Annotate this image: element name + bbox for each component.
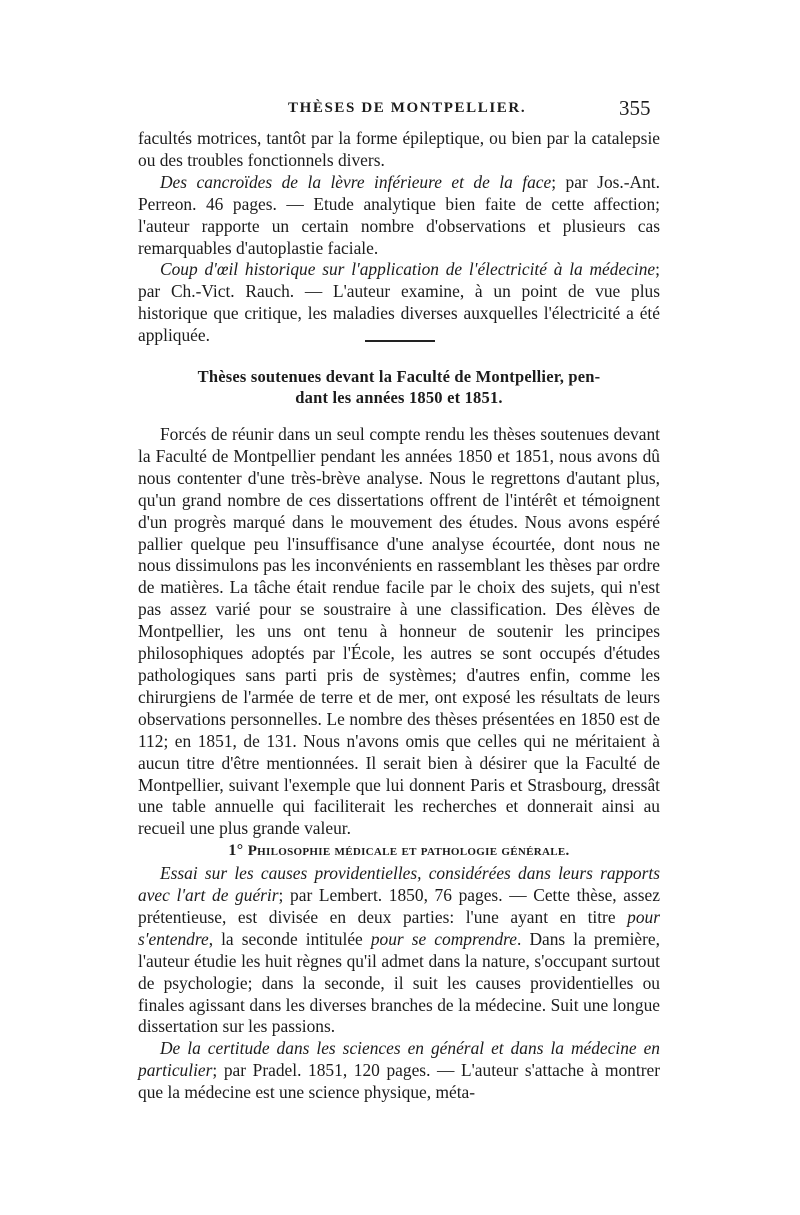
entry-title: Coup d'œil historique sur l'application de l'électricité à la médecine: [160, 259, 656, 280]
running-title: THÈSES DE MONTPELLIER.: [288, 100, 527, 116]
entry-cancroides: [138, 172, 660, 260]
subsection-title: Philosophie médicale et pathologie générale.: [247, 843, 570, 860]
entry-causes-providentielles: Essai sur les causes providentielles, considérées dans leurs rapports avec l'art de guérir; par Lembert. 1850, 76 pages. — Cette thèse, assez prétentieuse, est divisée en deux parties: l'une ayant en titre pour s'entendre, la seconde intitulée pour se comprendre. Dans la première, l'auteur étudie les huit règnes qu'il admet dans la nature, s'occupant surtout de psychologie; dans la seconde, il suit les causes providentielles ou finales agissant dans les diverses branches de la médecine. Suit une longue dissertation sur les passions.: [138, 863, 660, 1037]
section-heading-line: Thèses soutenues devant la Faculté de Montpellier, pen-: [197, 367, 601, 386]
intro-paragraph: Forcés de réunir dans un seul compte rendu les thèses soutenues devant la Faculté de Montpellier pendant les années 1850 et 1851, nous avons dû nous contenter d'une très-brève analyse. Nous le regrettons d'autant plus, qu'un grand nombre de ces dissertations offrent de l'intérêt et témoignent d'un progrès marqué dans le mouvement des études. Nous avons espéré pallier quelque peu l'insuffisance d'une analyse écourtée, dont nous ne nous dissimulons pas les inconvénients en rassemblant les thèses par ordre de matières. La tâche était rendue facile par le choix des sujets, qui n'est pas assez varié pour se soustraire à une classification. Des élèves de Montpellier, les uns ont tenu à honneur de soutenir les principes philosophiques adoptés par l'École, les autres se sont occupés d'études pathologiques sans parti pris de systèmes; d'autres enfin, comme les chirurgiens de l'armée de terre et de mer, ont exposé les résultats de leurs observations personnelles. Le nombre des thèses présentées en 1850 est de 112; en 1851, de 131. Nous n'avons omis que celles qui ne méritaient à aucun titre d'être mentionnées. Il serait bien à désirer que la Faculté de Montpellier, suivant l'exemple que lui donnent Paris et Strasbourg, dressât une table annuelle qui faciliterait les recherches et donnerait ainsi au recueil une plus grande valeur.: [138, 424, 660, 839]
section-heading: [138, 366, 660, 408]
subsection-heading: [138, 840, 660, 863]
page-number: 355: [619, 96, 651, 120]
entry-body: ; par Pradel. 1851, 120 pages. — L'auteur s'attache à montrer que la médecine est une science physique, méta-: [138, 1060, 660, 1103]
page-header: [0, 96, 800, 120]
subsection-number: 1°: [228, 842, 244, 860]
entry-title: Des cancroïdes de la lèvre inférieure et de la face: [160, 171, 552, 192]
section-heading-line: dant les années 1850 et 1851.: [295, 388, 503, 407]
main-text-block: [138, 424, 660, 1104]
entry-electricite: [138, 259, 660, 347]
entry-title: De la certitude dans les sciences en général et dans la médecine en particulier: [138, 1038, 660, 1081]
entry-body: ; par Jos.-Ant. Perreon. 46 pages. — Etude analytique bien faite de cette affection; l'auteur rapporte un certain nombre d'observations et plusieurs cas remarquables d'autoplastie faciale.: [138, 171, 660, 258]
entry-title: Essai sur les causes providentielles, considérées dans leurs rapports avec l'art de guérir: [138, 863, 660, 906]
entry-certitude: [138, 1038, 660, 1104]
section-divider: [365, 340, 435, 342]
paragraph-continuation: facultés motrices, tantôt par la forme épileptique, ou bien par la catalepsie ou des troubles fonctionnels divers.: [138, 128, 660, 170]
top-text-block: [138, 128, 660, 347]
entry-body: ; par Ch.-Vict. Rauch. — L'auteur examine, à un point de vue plus historique que critique, les maladies diverses auxquelles l'électricité a été appliquée.: [138, 259, 660, 346]
